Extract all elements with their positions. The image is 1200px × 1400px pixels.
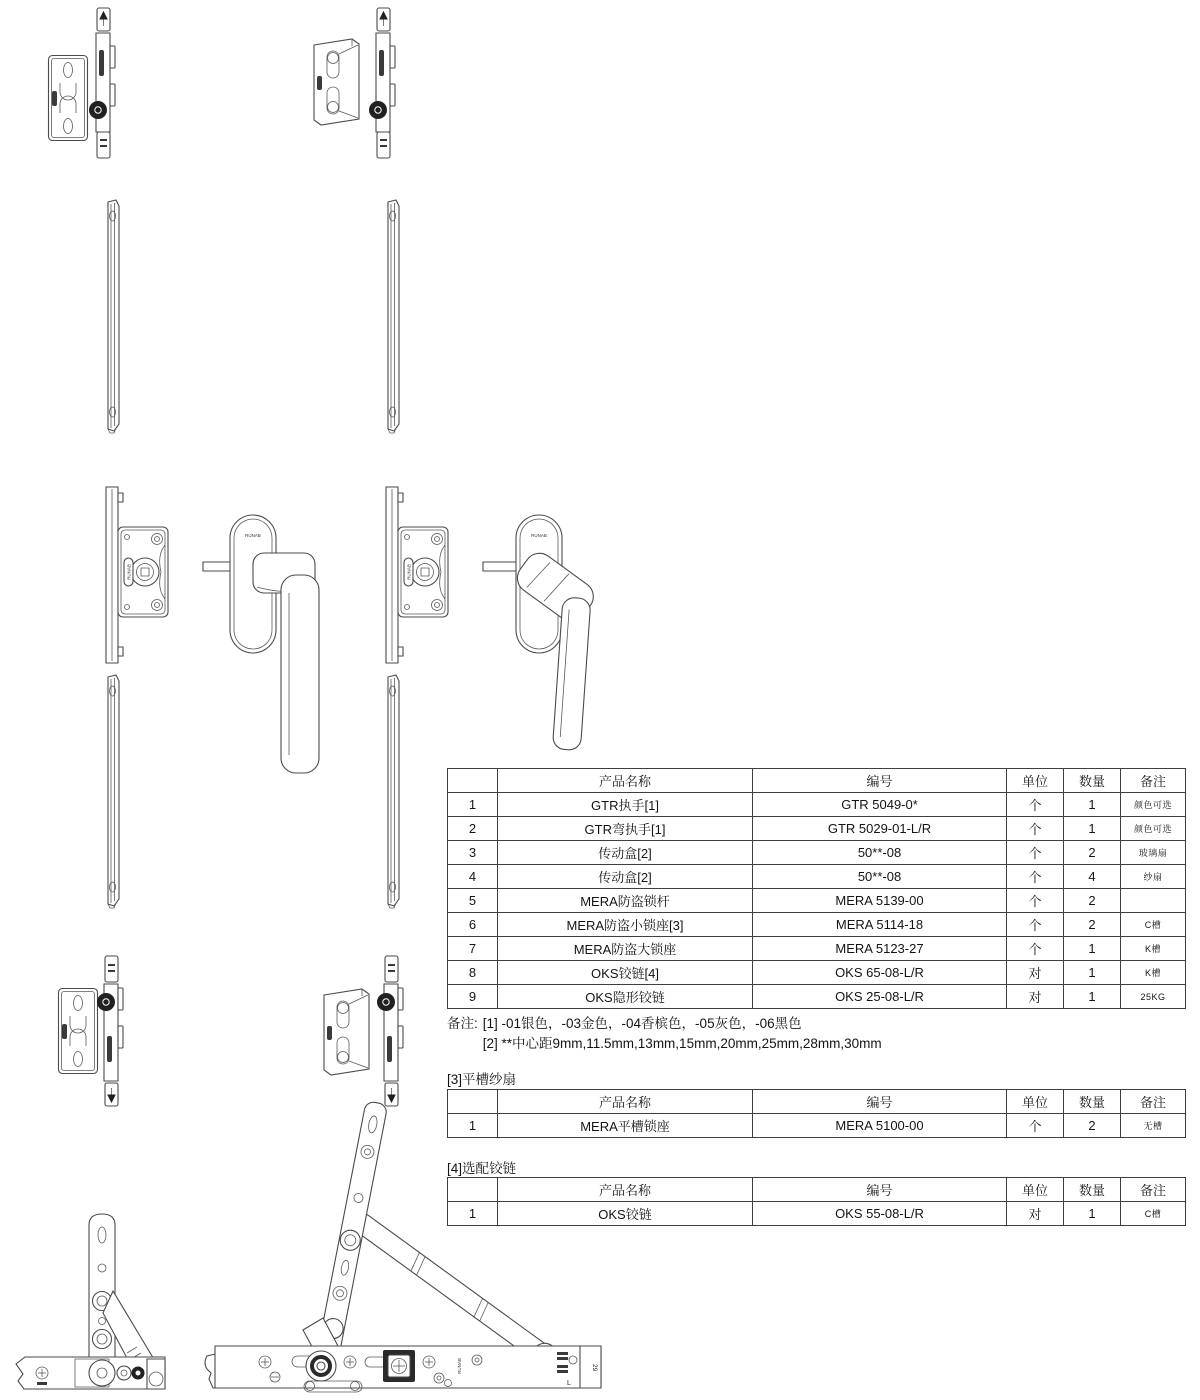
cell-no: 1 xyxy=(448,1114,498,1138)
column-header-name: 产品名称 xyxy=(498,1090,753,1114)
cell-no: 7 xyxy=(448,937,498,961)
cell-remark: K槽 xyxy=(1121,961,1186,985)
table-header-row xyxy=(448,1178,1186,1202)
column-header-qty: 数量 xyxy=(1064,1178,1121,1202)
cell-qty: 1 xyxy=(1064,985,1121,1009)
table-row xyxy=(448,985,1186,1009)
table-row xyxy=(448,1202,1186,1226)
handle-bent-drawing xyxy=(483,515,599,751)
footnotes-label: 备注: xyxy=(447,1016,478,1031)
drive-gearbox-right xyxy=(386,487,448,663)
hinge-parts-table xyxy=(447,1177,1186,1226)
cell-code: MERA 5123-27 xyxy=(753,937,1007,961)
lock-keeper-small-top-left xyxy=(49,56,88,141)
cell-qty: 2 xyxy=(1064,1114,1121,1138)
cell-code: GTR 5029-01-L/R xyxy=(753,817,1007,841)
brand-mark-gearbox-left: RUNAB xyxy=(126,564,132,580)
cell-name: 传动盒[2] xyxy=(498,865,753,889)
cell-qty: 1 xyxy=(1064,961,1121,985)
cell-no: 4 xyxy=(448,865,498,889)
column-header-remark: 备注 xyxy=(1121,1090,1186,1114)
lock-bar-lower-right xyxy=(388,675,399,908)
cell-no: 5 xyxy=(448,889,498,913)
column-header-name: 产品名称 xyxy=(498,1178,753,1202)
column-header-unit: 单位 xyxy=(1007,769,1064,793)
lock-keeper-large-top-right xyxy=(314,39,359,125)
cell-qty: 2 xyxy=(1064,913,1121,937)
cell-remark: 纱扇 xyxy=(1121,865,1186,889)
cell-qty: 1 xyxy=(1064,793,1121,817)
cell-no: 8 xyxy=(448,961,498,985)
footnote-line-2: [2] **中心距9mm,11.5mm,13mm,15mm,20mm,25mm,28mm,30mm xyxy=(482,1036,882,1051)
cell-unit: 对 xyxy=(1007,1202,1064,1226)
brand-mark-rail: RUNAB xyxy=(457,1358,462,1374)
cell-name: OKS铰链 xyxy=(498,1202,753,1226)
concealed-hinge-drawing xyxy=(16,1214,165,1389)
cell-name: MERA防盗大锁座 xyxy=(498,937,753,961)
column-header-qty: 数量 xyxy=(1064,1090,1121,1114)
drive-gearbox-left xyxy=(106,487,168,663)
cell-code: GTR 5049-0* xyxy=(753,793,1007,817)
cell-qty: 4 xyxy=(1064,865,1121,889)
column-header-unit: 单位 xyxy=(1007,1090,1064,1114)
column-header-code: 编号 xyxy=(753,1090,1007,1114)
cell-no: 1 xyxy=(448,793,498,817)
cell-remark: 25KG xyxy=(1121,985,1186,1009)
table-row xyxy=(448,865,1186,889)
cell-code: MERA 5114-18 xyxy=(753,913,1007,937)
brand-mark-gearbox-right: RUNAB xyxy=(406,564,412,580)
cell-unit: 个 xyxy=(1007,841,1064,865)
lock-bar-upper-left xyxy=(108,200,119,433)
cell-unit: 个 xyxy=(1007,865,1064,889)
lock-keeper-large-bottom-right xyxy=(324,989,369,1075)
main-parts-table xyxy=(447,768,1186,1009)
cell-code: MERA 5139-00 xyxy=(753,889,1007,913)
hinge-l-mark: L xyxy=(567,1380,571,1387)
lock-keeper-small-bottom-left xyxy=(59,989,98,1074)
cell-no: 2 xyxy=(448,817,498,841)
screen-parts-table xyxy=(447,1089,1186,1138)
cell-qty: 1 xyxy=(1064,1202,1121,1226)
cell-name: MERA防盗锁杆 xyxy=(498,889,753,913)
cell-no: 9 xyxy=(448,985,498,1009)
table-row xyxy=(448,1114,1186,1138)
drive-strip-bottom-right xyxy=(378,956,404,1106)
cell-remark: 玻璃扇 xyxy=(1121,841,1186,865)
cell-qty: 1 xyxy=(1064,937,1121,961)
cell-unit: 个 xyxy=(1007,793,1064,817)
cell-unit: 个 xyxy=(1007,889,1064,913)
drive-strip-top-left xyxy=(90,8,116,158)
table-row xyxy=(448,913,1186,937)
cell-code: 50**-08 xyxy=(753,841,1007,865)
cell-remark: C槽 xyxy=(1121,1202,1186,1226)
cell-remark: 颜色可选 xyxy=(1121,793,1186,817)
column-header-remark: 备注 xyxy=(1121,769,1186,793)
cell-qty: 2 xyxy=(1064,889,1121,913)
cell-code: 50**-08 xyxy=(753,865,1007,889)
cell-remark: K槽 xyxy=(1121,937,1186,961)
cell-name: MERA防盗小锁座[3] xyxy=(498,913,753,937)
column-header-unit: 单位 xyxy=(1007,1178,1064,1202)
table-row xyxy=(448,793,1186,817)
cell-no: 6 xyxy=(448,913,498,937)
cell-unit: 个 xyxy=(1007,937,1064,961)
hinge-section-label: [4]选配铰链 xyxy=(447,1161,517,1176)
table-row xyxy=(448,961,1186,985)
cell-code: OKS 25-08-L/R xyxy=(753,985,1007,1009)
column-header-code: 编号 xyxy=(753,1178,1007,1202)
screen-section-label: [3]平槽纱扇 xyxy=(447,1072,517,1087)
cell-unit: 个 xyxy=(1007,817,1064,841)
cell-unit: 对 xyxy=(1007,961,1064,985)
cell-no: 3 xyxy=(448,841,498,865)
drive-strip-bottom-left xyxy=(98,956,124,1106)
column-header-index xyxy=(448,1178,498,1202)
cell-remark: C槽 xyxy=(1121,913,1186,937)
table-header-row xyxy=(448,1090,1186,1114)
cell-remark: 颜色可选 xyxy=(1121,817,1186,841)
cell-name: GTR弯执手[1] xyxy=(498,817,753,841)
table-header-row xyxy=(448,769,1186,793)
cell-qty: 1 xyxy=(1064,817,1121,841)
cell-name: GTR执手[1] xyxy=(498,793,753,817)
friction-hinge-drawing xyxy=(205,1101,601,1392)
brand-mark-handle-bent: RUNAB xyxy=(531,533,547,538)
table-row xyxy=(448,817,1186,841)
cell-name: OKS隐形铰链 xyxy=(498,985,753,1009)
column-header-qty: 数量 xyxy=(1064,769,1121,793)
brand-mark-handle-straight: RUNAB xyxy=(245,533,261,538)
cell-unit: 对 xyxy=(1007,985,1064,1009)
cell-remark: 无槽 xyxy=(1121,1114,1186,1138)
cell-code: MERA 5100-00 xyxy=(753,1114,1007,1138)
cell-no: 1 xyxy=(448,1202,498,1226)
column-header-index xyxy=(448,1090,498,1114)
cell-name: 传动盒[2] xyxy=(498,841,753,865)
cell-code: OKS 65-08-L/R xyxy=(753,961,1007,985)
column-header-code: 编号 xyxy=(753,769,1007,793)
cell-code: OKS 55-08-L/R xyxy=(753,1202,1007,1226)
cell-unit: 个 xyxy=(1007,1114,1064,1138)
cell-name: MERA平槽锁座 xyxy=(498,1114,753,1138)
cell-remark xyxy=(1121,889,1186,913)
lock-bar-lower-left xyxy=(108,675,119,908)
lock-bar-upper-right xyxy=(388,200,399,433)
table-row xyxy=(448,841,1186,865)
cell-name: OKS铰链[4] xyxy=(498,961,753,985)
column-header-remark: 备注 xyxy=(1121,1178,1186,1202)
column-header-name: 产品名称 xyxy=(498,769,753,793)
cell-unit: 个 xyxy=(1007,913,1064,937)
table-row xyxy=(448,889,1186,913)
table-row xyxy=(448,937,1186,961)
handle-straight-drawing xyxy=(203,515,319,773)
hinge-end-mark: 29 xyxy=(591,1364,598,1372)
cell-qty: 2 xyxy=(1064,841,1121,865)
column-header-index xyxy=(448,769,498,793)
footnote-line-1: [1] -01银色，-03金色，-04香槟色，-05灰色，-06黑色 xyxy=(482,1016,802,1031)
drive-strip-top-right xyxy=(370,8,396,158)
footnotes xyxy=(447,1014,882,1054)
